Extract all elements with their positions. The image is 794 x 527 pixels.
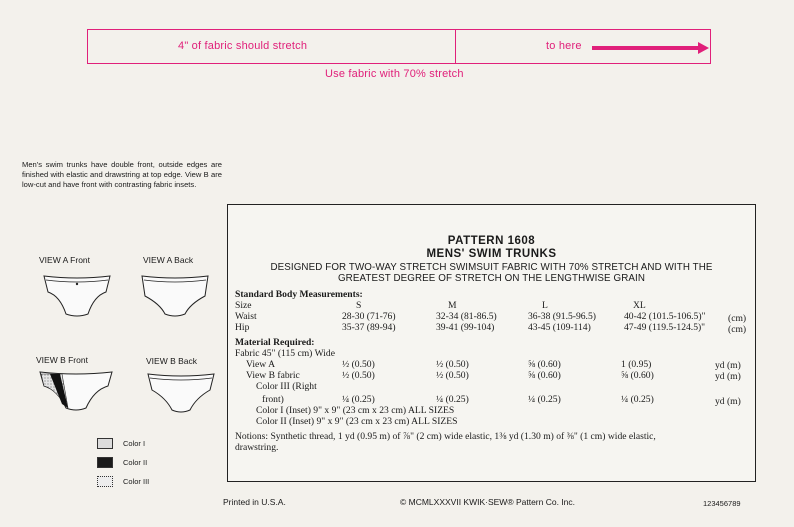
color-3-unit: yd (m) (715, 396, 741, 407)
size-s: S (356, 300, 362, 311)
hip-s: 35-37 (89-94) (342, 322, 396, 333)
pattern-desc-2: GREATEST DEGREE OF STRETCH ON THE LENGTHWISE GRAIN (337, 273, 646, 284)
color-1-swatch (97, 438, 113, 449)
view-b-front-sketch (38, 368, 114, 420)
color-3-m: ¼ (0.25) (436, 394, 469, 405)
color-3-label-a: Color III (Right (256, 381, 317, 392)
size-m: M (448, 300, 457, 311)
stretch-guide-left-text: 4" of fabric should stretch (178, 40, 308, 52)
color-1-label: Color I (123, 439, 146, 448)
pattern-name: MENS' SWIM TRUNKS (426, 248, 557, 260)
hip-unit: (cm) (728, 324, 747, 335)
material-heading: Material Required: (235, 337, 315, 348)
size-xl: XL (633, 300, 646, 311)
view-b-back-label: VIEW B Back (146, 356, 198, 366)
pattern-desc-1: DESIGNED FOR TWO-WAY STRETCH SWIMSUIT FABRIC WITH 70% STRETCH AND WITH THE (270, 262, 713, 273)
view-b-xl: ⅝ (0.60) (621, 370, 654, 381)
view-b-m: ½ (0.50) (436, 370, 469, 381)
waist-l: 36-38 (91.5-96.5) (528, 311, 596, 322)
hip-m: 39-41 (99-104) (436, 322, 495, 333)
view-a-l: ⅝ (0.60) (528, 359, 561, 370)
view-b-s: ½ (0.50) (342, 370, 375, 381)
notions-line-2: drawstring. (235, 442, 279, 453)
notions-line-1: Notions: Synthetic thread, 1 yd (0.95 m) of ⅞" (2 cm) wide elastic, 1⅜ yd (1.30 m) of ⅜" (1 cm) wide elastic, (235, 431, 656, 442)
intro-text: Men's swim trunks have double front, outside edges are finished with elastic and drawstring at top edge. View B are low-cut and have front with contrasting fabric insets. (22, 160, 222, 189)
fabric-width: Fabric 45" (115 cm) Wide (235, 348, 335, 359)
waist-s: 28-30 (71-76) (342, 311, 396, 322)
size-l: L (542, 300, 548, 311)
color-3-l: ¼ (0.25) (528, 394, 561, 405)
view-a-s: ½ (0.50) (342, 359, 375, 370)
view-a-unit: yd (m) (715, 360, 741, 371)
color-2-swatch (97, 457, 113, 468)
copyright: © MCMLXXXVII KWIK·SEW® Pattern Co. Inc. (400, 497, 576, 507)
color-3-label-b: front) (262, 394, 284, 405)
color-1-inset: Color I (Inset) 9" x 9" (23 cm x 23 cm) ALL SIZES (256, 405, 455, 416)
view-a-front-sketch (42, 270, 112, 322)
view-a-label: View A (246, 359, 276, 370)
pattern-info-box (227, 204, 756, 482)
size-label: Size (235, 300, 252, 311)
stretch-guide-right-text: to here (546, 40, 582, 52)
view-a-xl: 1 (0.95) (621, 359, 652, 370)
color-3-s: ¼ (0.25) (342, 394, 375, 405)
waist-m: 32-34 (81-86.5) (436, 311, 497, 322)
std-measurements-heading: Standard Body Measurements: (235, 289, 363, 300)
hip-label: Hip (235, 322, 250, 333)
color-2-label: Color II (123, 458, 148, 467)
stretch-note: Use fabric with 70% stretch (325, 68, 464, 80)
pattern-number: PATTERN 1608 (447, 235, 536, 247)
color-3-swatch (97, 476, 113, 487)
view-b-back-sketch (146, 370, 216, 420)
stretch-guide-divider (455, 29, 456, 64)
view-a-front-label: VIEW A Front (39, 255, 91, 265)
waist-xl: 40-42 (101.5-106.5)" (624, 311, 706, 322)
pattern-code: 123456789 (703, 499, 741, 508)
printed-in: Printed in U.S.A. (223, 497, 286, 507)
view-b-unit: yd (m) (715, 371, 741, 382)
view-a-m: ½ (0.50) (436, 359, 469, 370)
view-b-l: ⅝ (0.60) (528, 370, 561, 381)
view-a-back-label: VIEW A Back (143, 255, 194, 265)
view-b-front-label: VIEW B Front (36, 355, 88, 365)
view-b-label: View B fabric (246, 370, 300, 381)
color-3-xl: ¼ (0.25) (621, 394, 654, 405)
hip-l: 43-45 (109-114) (528, 322, 591, 333)
hip-xl: 47-49 (119.5-124.5)" (624, 322, 706, 333)
view-a-back-sketch (140, 270, 210, 322)
waist-label: Waist (235, 311, 257, 322)
color-3-label: Color III (123, 477, 150, 486)
waist-unit: (cm) (728, 313, 747, 324)
stretch-arrow-icon (592, 42, 710, 54)
color-2-inset: Color II (Inset) 9" x 9" (23 cm x 23 cm) ALL SIZES (256, 416, 458, 427)
